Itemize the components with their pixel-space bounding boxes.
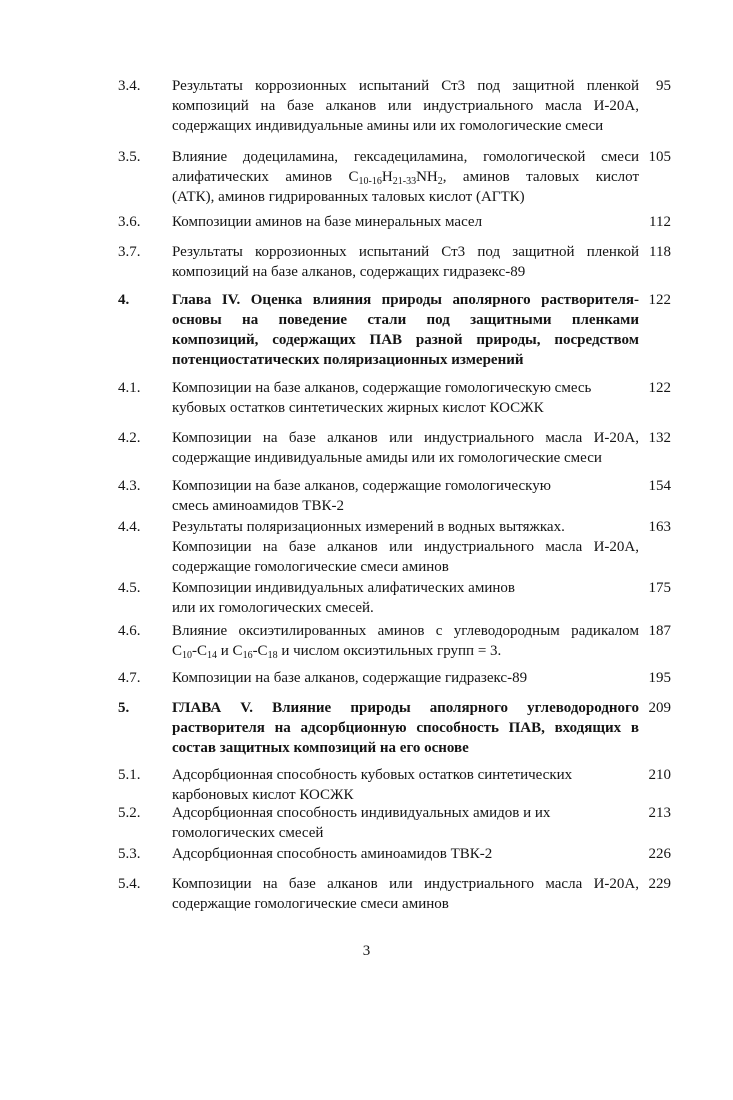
- entry-page: 154: [648, 478, 671, 494]
- entry-number: 5.2.: [118, 805, 141, 821]
- entry-title-line: Композиции на базе алканов или индустриального масла И-20А,: [172, 430, 639, 446]
- subscript: 10-16: [358, 176, 382, 187]
- entry-title: [172, 242, 639, 282]
- entry-title: [172, 698, 639, 758]
- entry-title-line: Композиции на базе алканов или индустриального масла И-20А,: [172, 876, 639, 892]
- entry-title-line: Влияние додециламина, гексадециламина, гомологической смеси: [172, 149, 639, 165]
- entry-title-line: кубовых остатков синтетических жирных кислот КОСЖК: [172, 400, 544, 416]
- entry-title-line: Влияние оксиэтилированных аминов с углеводородным радикалом: [172, 623, 639, 639]
- entry-page: 195: [648, 670, 671, 686]
- entry-number: 5.4.: [118, 876, 141, 892]
- entry-number: 4.: [118, 292, 130, 308]
- text-run: NH: [416, 169, 438, 185]
- entry-title-line: [172, 167, 639, 187]
- entry-title: [172, 212, 639, 232]
- entry-number: 4.1.: [118, 380, 141, 396]
- entry-number: 5.: [118, 700, 130, 716]
- entry-number: 4.5.: [118, 580, 141, 596]
- entry-page: 210: [648, 767, 671, 783]
- entry-page: 229: [648, 876, 671, 892]
- entry-title-line: композиций на базе алканов, содержащих гидразекс-89: [172, 264, 526, 280]
- entry-number: 5.3.: [118, 846, 141, 862]
- entry-title-line: композиций на базе алканов или индустриального масла И-20А,: [172, 98, 639, 114]
- entry-title: [172, 803, 639, 843]
- entry-title-line: Адсорбционная способность кубовых остатков синтетических: [172, 767, 573, 783]
- entry-number: 3.5.: [118, 149, 141, 165]
- entry-title: [172, 147, 639, 207]
- entry-title-line: или их гомологических смесей.: [172, 600, 374, 616]
- entry-title: [172, 428, 639, 468]
- entry-title-line: Адсорбционная способность аминоамидов ТВК-2: [172, 846, 493, 862]
- entry-number: 5.1.: [118, 767, 141, 783]
- entry-title-line: Композиции на базе алканов, содержащие гидразекс-89: [172, 670, 528, 686]
- entry-title-line: Композиции на базе алканов, содержащие гомологическую смесь: [172, 380, 592, 396]
- entry-page: 105: [648, 149, 671, 165]
- entry-title: [172, 76, 639, 136]
- entry-page: 187: [648, 623, 671, 639]
- entry-number: 3.4.: [118, 78, 141, 94]
- entry-title-line: Результаты поляризационных измерений в водных вытяжках.: [172, 519, 565, 535]
- entry-page: 122: [648, 380, 671, 396]
- entry-title-line: потенциостатических поляризационных измерений: [172, 352, 524, 368]
- entry-title-line: Композиции аминов на базе минеральных масел: [172, 214, 483, 230]
- entry-title-line: содержащие индивидуальные амиды или их гомологические смеси: [172, 450, 602, 466]
- entry-title-line: содержащих индивидуальные амины или их гомологические смеси: [172, 118, 604, 134]
- text-run: H: [381, 169, 393, 185]
- entry-title: [172, 290, 639, 370]
- entry-title-line: Результаты коррозионных испытаний Ст3 под защитной пленкой: [172, 78, 639, 94]
- entry-page: 213: [648, 805, 671, 821]
- entry-title-line: ГЛАВА V. Влияние природы аполярного углеводородного: [172, 700, 639, 716]
- entry-title-line: Глава IV. Оценка влияния природы аполярного растворителя-: [172, 292, 639, 308]
- entry-title-line: растворителя на адсорбционную способность ПАВ, входящих в: [172, 720, 639, 736]
- entry-page: 163: [648, 519, 671, 535]
- entry-title-line: (АТК), аминов гидрированных таловых кислот (АГТК): [172, 189, 525, 205]
- entry-title-line: основы на поведение стали под защитными пленками: [172, 312, 639, 328]
- subscript: 2: [437, 176, 443, 187]
- entry-page: 112: [649, 214, 671, 230]
- entry-title: [172, 621, 639, 661]
- entry-title: [172, 844, 639, 864]
- subscript: 14: [207, 650, 218, 661]
- entry-page: 209: [648, 700, 671, 716]
- page-number: 3: [362, 943, 371, 959]
- text-run: , аминов таловых кислот: [442, 169, 640, 185]
- entry-title-line: гомологических смесей: [172, 825, 324, 841]
- entry-title-line: карбоновых кислот КОСЖК: [172, 787, 354, 803]
- subscript: 21-33: [392, 176, 417, 187]
- entry-title-line: композиций, содержащих ПАВ разной природы, посредством: [172, 332, 639, 348]
- entry-number: 3.6.: [118, 214, 141, 230]
- entry-title: [172, 765, 639, 805]
- entry-title-line: Композиции на базе алканов или индустриального масла И-20А,: [172, 539, 639, 555]
- entry-title-line: содержащие гомологические смеси аминов: [172, 559, 449, 575]
- entry-title: [172, 578, 639, 618]
- entry-page: 95: [656, 78, 671, 94]
- entry-title: [172, 378, 639, 418]
- entry-number: 4.4.: [118, 519, 141, 535]
- entry-title: [172, 517, 639, 577]
- entry-number: 4.6.: [118, 623, 141, 639]
- entry-title: [172, 668, 639, 688]
- entry-title-line: Результаты коррозионных испытаний Ст3 под защитной пленкой: [172, 244, 639, 260]
- entry-page: 132: [648, 430, 671, 446]
- entry-title-line: Адсорбционная способность индивидуальных амидов и их: [172, 805, 551, 821]
- text-run: алифатических аминов C: [172, 169, 359, 185]
- entry-number: 4.7.: [118, 670, 141, 686]
- entry-title: [172, 874, 639, 914]
- entry-title-line: Композиции индивидуальных алифатических аминов: [172, 580, 515, 596]
- entry-title: [172, 476, 639, 516]
- subscript: 10: [182, 650, 193, 661]
- text-run: -C: [252, 643, 268, 659]
- entry-title-line: Композиции на базе алканов, содержащие гомологическую: [172, 478, 551, 494]
- entry-title-line: состав защитных композиций на его основе: [172, 740, 469, 756]
- text-run: и числом оксиэтильных групп = 3.: [277, 643, 502, 659]
- text-run: C: [172, 643, 183, 659]
- entry-page: 226: [648, 846, 671, 862]
- entry-number: 4.2.: [118, 430, 141, 446]
- entry-title-line: [172, 641, 639, 661]
- entry-title-line: содержащие гомологические смеси аминов: [172, 896, 449, 912]
- entry-number: 3.7.: [118, 244, 141, 260]
- text-run: -C: [192, 643, 208, 659]
- entry-page: 175: [648, 580, 671, 596]
- entry-number: 4.3.: [118, 478, 141, 494]
- entry-title-line: смесь аминоамидов ТВК-2: [172, 498, 344, 514]
- text-run: и C: [217, 643, 243, 659]
- subscript: 16: [242, 650, 253, 661]
- entry-page: 122: [648, 292, 671, 308]
- entry-page: 118: [649, 244, 671, 260]
- subscript: 18: [267, 650, 278, 661]
